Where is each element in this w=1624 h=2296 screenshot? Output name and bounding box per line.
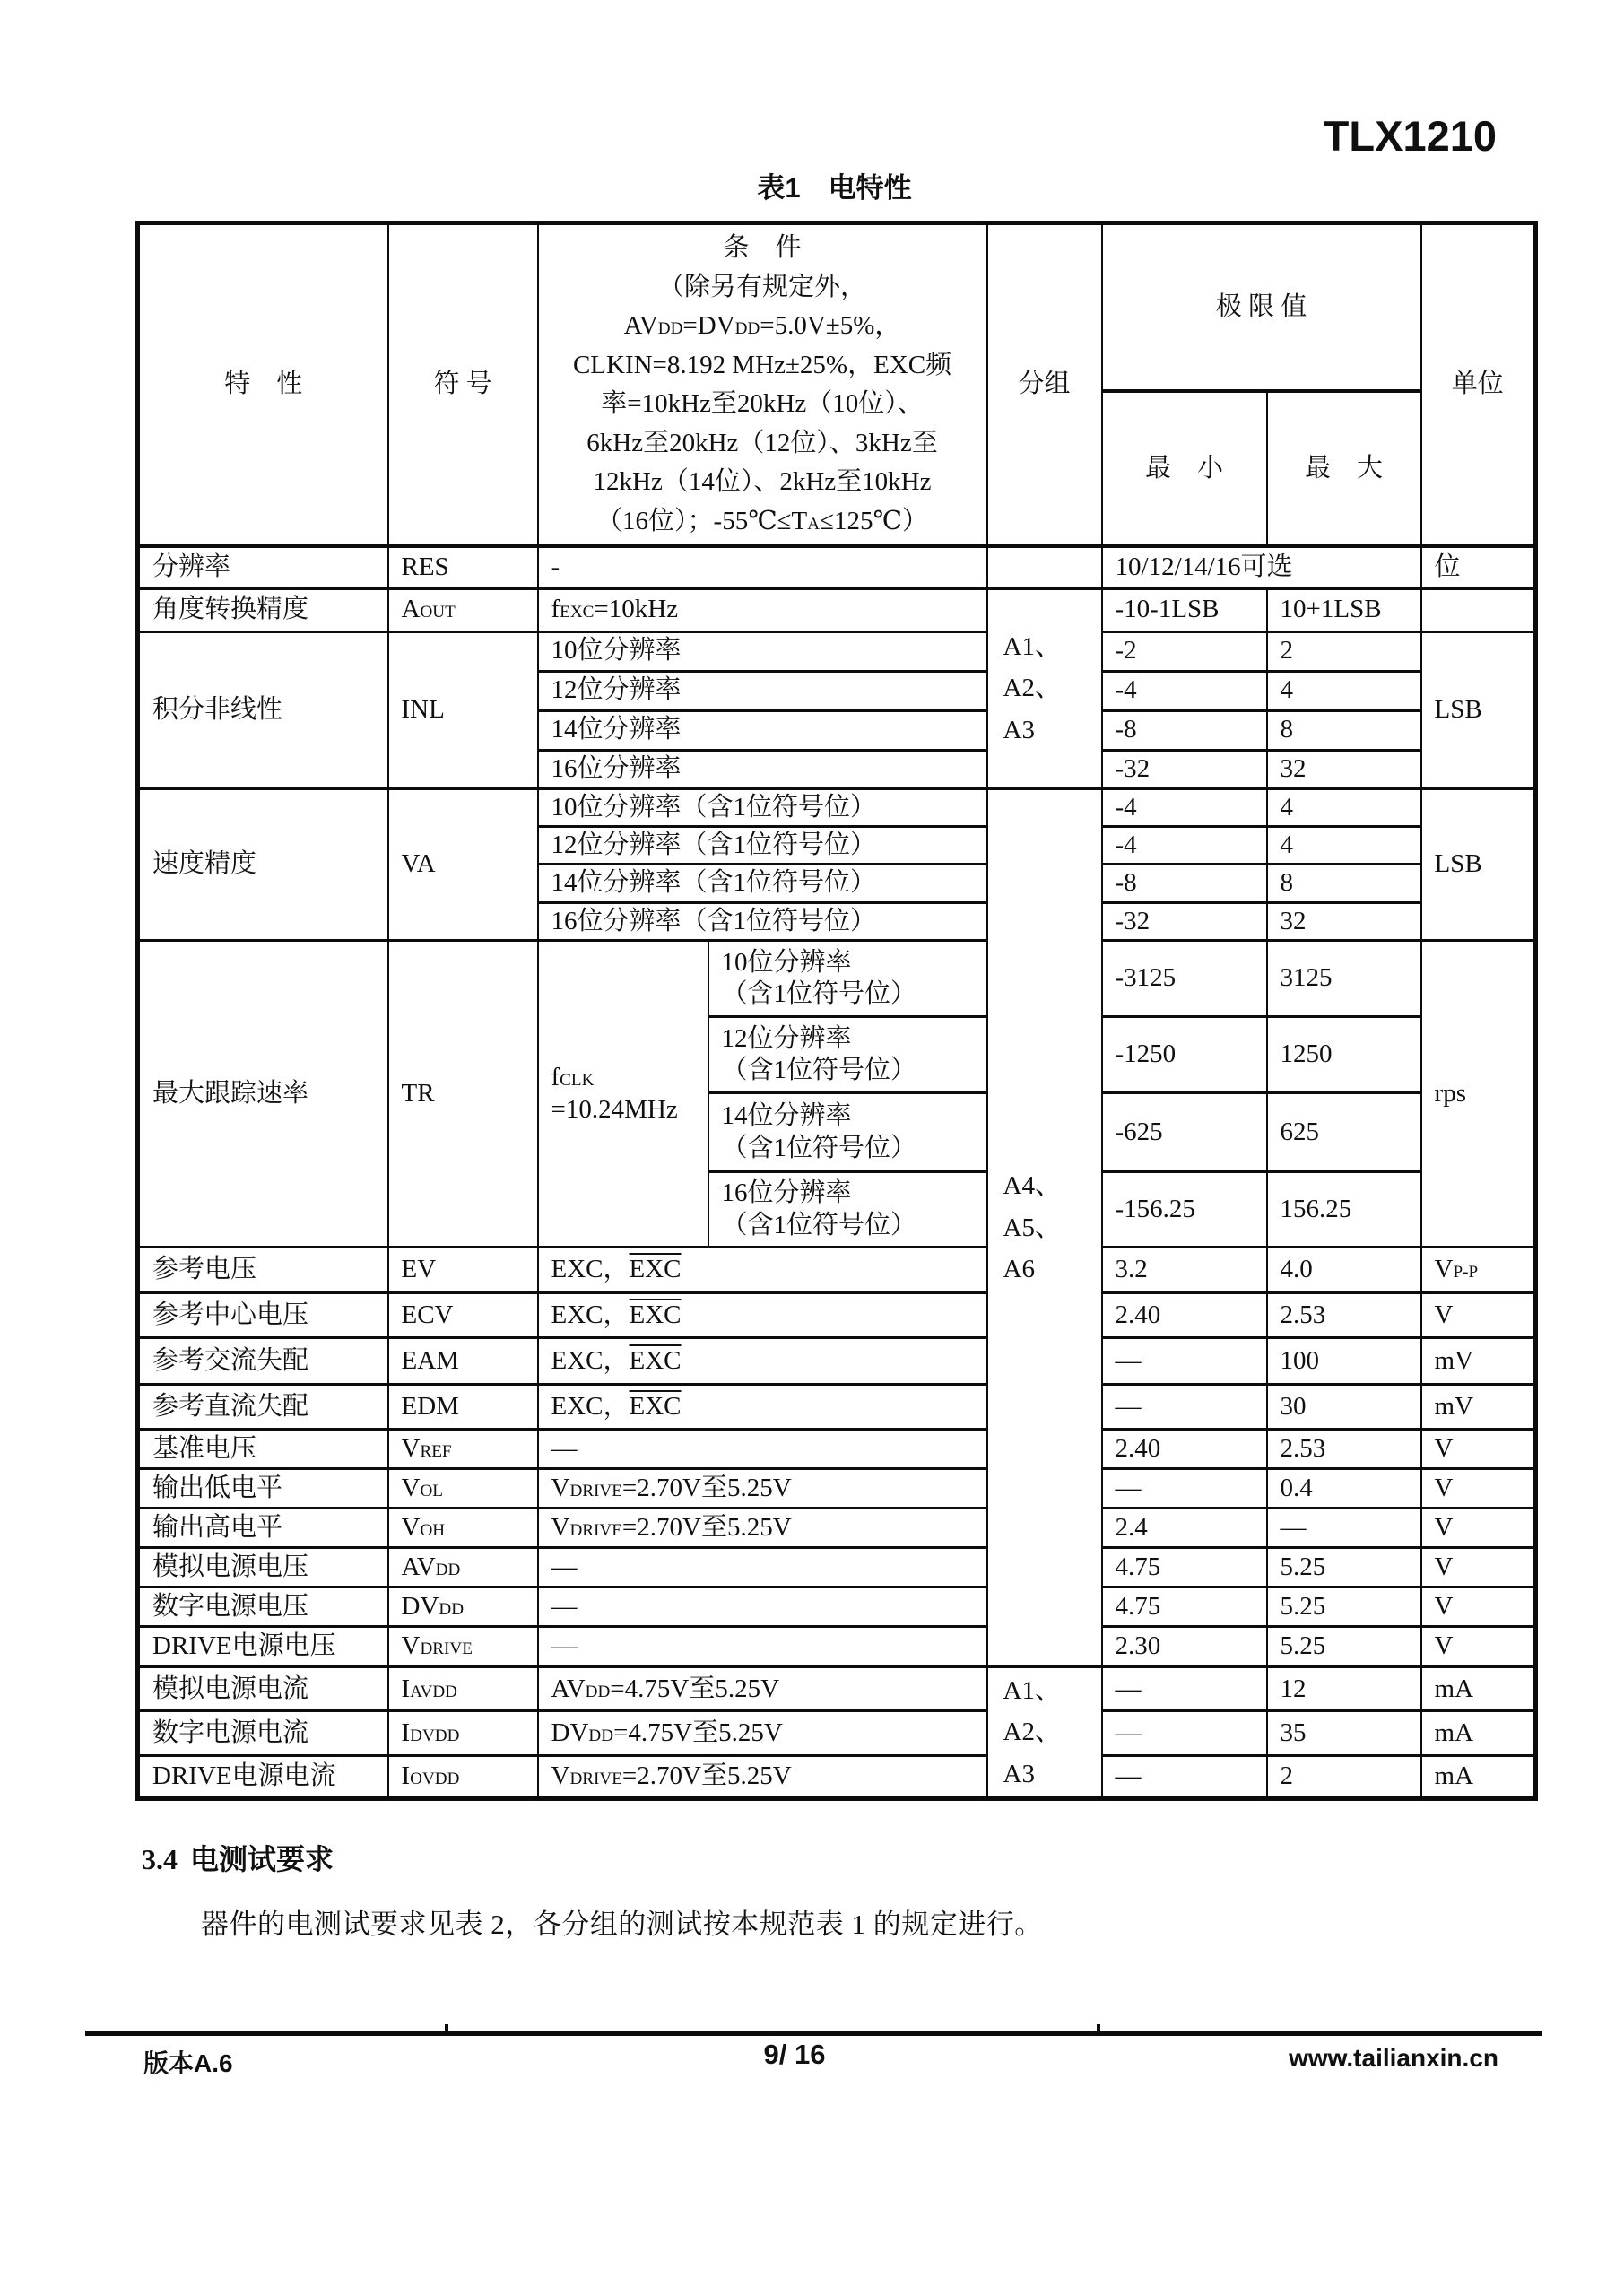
table-cell: 4 (1267, 671, 1421, 710)
table-cell: AVDD (388, 1548, 538, 1587)
table-cell: V (1421, 1430, 1536, 1469)
table-cell: mV (1421, 1385, 1536, 1430)
table-cell: -8 (1102, 710, 1267, 750)
table-cell: 最 小 (1102, 391, 1267, 546)
table-cell: 5.25 (1267, 1627, 1421, 1667)
table-cell: — (538, 1627, 987, 1667)
table-cell: 条 件 （除另有规定外， AVDD=DVDD=5.0V±5%， CLKIN=8.192 MHz±25%，EXC频 率=10kHz至20kHz（10位）、 6kHz至20kHz（12位）、3kHz至 12kHz（14位）、2kHz至10kHz （16位）；-55℃≤TA≤125℃） (538, 223, 987, 547)
table-cell: 最大跟踪速率 (138, 941, 388, 1248)
table-cell: 35 (1267, 1711, 1421, 1755)
subscript-text: DD (734, 319, 760, 338)
footer-rule (85, 2031, 1542, 2036)
table-cell: 8 (1267, 710, 1421, 750)
table-cell: 5.25 (1267, 1548, 1421, 1587)
table-header (138, 223, 1536, 547)
table-cell: 16位分辨率 (538, 750, 987, 788)
table-cell: VREF (388, 1430, 538, 1469)
table-cell: mV (1421, 1338, 1536, 1385)
table-row (138, 1338, 1536, 1385)
subscript-text: CLK (560, 1071, 595, 1091)
overline-text: $\overline{EXC}$ (629, 1345, 682, 1375)
table-cell: 参考电压 (138, 1248, 388, 1293)
table-cell: -10-1LSB (1102, 588, 1267, 631)
table-cell: 分组 (987, 223, 1102, 547)
subscript-text: DRIVE (569, 1481, 622, 1500)
footer-rule-tick (1097, 2024, 1100, 2031)
subscript-text: OH (420, 1520, 446, 1540)
subscript-text: AVDD (410, 1682, 457, 1701)
table-cell: mA (1421, 1711, 1536, 1755)
table-cell: 8 (1267, 865, 1421, 902)
table-cell: 32 (1267, 902, 1421, 940)
table-cell: -4 (1102, 671, 1267, 710)
table-cell: DVDD (388, 1587, 538, 1627)
table-row (138, 788, 1536, 826)
table-cell: LSB (1421, 788, 1536, 941)
electrical-characteristics-table (135, 221, 1538, 1801)
table-cell: VDRIVE=2.70V至5.25V (538, 1755, 987, 1798)
table-row (138, 1293, 1536, 1338)
table-cell: 10位分辨率 （含1位符号位） (708, 941, 987, 1017)
subscript-text: P-P (1453, 1263, 1479, 1283)
table-cell: TR (388, 941, 538, 1248)
table-cell: 模拟电源电压 (138, 1548, 388, 1587)
subscript-text: DD (585, 1682, 611, 1701)
table-cell: -32 (1102, 750, 1267, 788)
subscript-text: A (807, 514, 821, 534)
table-cell: 2 (1267, 631, 1421, 671)
table-cell: RES (388, 546, 538, 588)
table-cell: V (1421, 1627, 1536, 1667)
section-heading (142, 1837, 334, 1878)
table-cell: IOVDD (388, 1755, 538, 1798)
table-cell: 12位分辨率 （含1位符号位） (708, 1017, 987, 1093)
table-cell: -156.25 (1102, 1172, 1267, 1248)
table-cell: rps (1421, 941, 1536, 1248)
table-cell: 极 限 值 (1102, 223, 1421, 391)
subscript-text: DVDD (410, 1726, 460, 1745)
table-cell: 2.40 (1102, 1293, 1267, 1338)
table-cell: EV (388, 1248, 538, 1293)
table-cell: -2 (1102, 631, 1267, 671)
table-cell: DRIVE电源电流 (138, 1755, 388, 1798)
body-paragraph: 器件的电测试要求见表 2，各分组的测试按本规范表 1 的规定进行。 (201, 1909, 1043, 1940)
table-cell: 单位 (1421, 223, 1536, 547)
table-cell: — (538, 1430, 987, 1469)
doc-title: TLX1210 (1323, 112, 1497, 160)
table-cell: 角度转换精度 (138, 588, 388, 631)
table-cell: 参考交流失配 (138, 1338, 388, 1385)
table-cell: 30 (1267, 1385, 1421, 1430)
table-cell: 1250 (1267, 1017, 1421, 1093)
table-row (138, 1711, 1536, 1755)
table-cell: 积分非线性 (138, 631, 388, 788)
table-cell: 14位分辨率 （含1位符号位） (708, 1093, 987, 1172)
table-cell: 模拟电源电流 (138, 1667, 388, 1711)
subscript-text: EXC (560, 603, 595, 622)
table-row (138, 1469, 1536, 1509)
table-cell: VDRIVE=2.70V至5.25V (538, 1509, 987, 1548)
table-cell: DVDD=4.75V至5.25V (538, 1711, 987, 1755)
section-title: 电测试要求 (190, 1843, 334, 1875)
table-cell: 0.4 (1267, 1469, 1421, 1509)
table-cell: 10位分辨率 (538, 631, 987, 671)
footer-page-number: 9/ 16 (763, 2039, 826, 2070)
table-cell: EDM (388, 1385, 538, 1430)
table-cell: 输出低电平 (138, 1469, 388, 1509)
table-cell: 3125 (1267, 941, 1421, 1017)
overline-text: $\overline{EXC}$ (629, 1391, 682, 1421)
table-row (138, 1430, 1536, 1469)
table-cell: — (1102, 1711, 1267, 1755)
table-cell: 2.4 (1102, 1509, 1267, 1548)
table-cell: — (1267, 1509, 1421, 1548)
table-cell: V (1421, 1587, 1536, 1627)
table-cell: EAM (388, 1338, 538, 1385)
subscript-text: DRIVE (569, 1770, 622, 1789)
subscript-text: DD (588, 1726, 614, 1745)
table-cell: 2.40 (1102, 1430, 1267, 1469)
table-body (138, 546, 1536, 1799)
subscript-text: OUT (420, 603, 456, 622)
table-cell: 特 性 (138, 223, 388, 547)
overline-text: $\overline{EXC}$ (629, 1255, 682, 1284)
table-cell: — (1102, 1469, 1267, 1509)
table-cell: EXC，$\overline{EXC}$ (538, 1385, 987, 1430)
table-row (138, 941, 1536, 1017)
table-cell: 100 (1267, 1338, 1421, 1385)
table-cell: 参考中心电压 (138, 1293, 388, 1338)
table-caption: 表1 电特性 (757, 172, 912, 204)
table-cell: — (1102, 1385, 1267, 1430)
table-cell: 10+1LSB (1267, 588, 1421, 631)
table-cell: VOL (388, 1469, 538, 1509)
table-cell: 3.2 (1102, 1248, 1267, 1293)
table-cell: fCLK =10.24MHz (538, 941, 708, 1248)
table-cell: 4 (1267, 788, 1421, 826)
table-row (138, 1587, 1536, 1627)
subscript-text: DRIVE (569, 1520, 622, 1540)
table-cell: A4、 A5、 A6 (987, 788, 1102, 1667)
table-cell: AOUT (388, 588, 538, 631)
table-cell: — (1102, 1755, 1267, 1798)
table-cell: 10/12/14/16可选 (1102, 546, 1421, 588)
table-cell (1421, 588, 1536, 631)
table-cell: mA (1421, 1755, 1536, 1798)
subscript-text: REF (420, 1441, 452, 1461)
table-cell: - (538, 546, 987, 588)
subscript-text: DD (435, 1560, 461, 1579)
table-cell: 4.75 (1102, 1548, 1267, 1587)
table-cell: V (1421, 1469, 1536, 1509)
table-cell: 2 (1267, 1755, 1421, 1798)
table-cell: -4 (1102, 788, 1267, 826)
table-cell: 符 号 (388, 223, 538, 547)
table-cell: — (538, 1548, 987, 1587)
table-cell: 5.25 (1267, 1587, 1421, 1627)
table-cell: 数字电源电流 (138, 1711, 388, 1755)
footer-version: 版本A.6 (143, 2049, 233, 2077)
subscript-text: DRIVE (420, 1639, 473, 1659)
table-row (138, 1627, 1536, 1667)
footer-website: www.tailianxin.cn (1289, 2044, 1498, 2072)
table-cell: 2.30 (1102, 1627, 1267, 1667)
table-cell: — (1102, 1338, 1267, 1385)
table-cell: VOH (388, 1509, 538, 1548)
table-cell: ECV (388, 1293, 538, 1338)
table-cell: 156.25 (1267, 1172, 1421, 1248)
table-cell: 4 (1267, 826, 1421, 864)
table-cell: 16位分辨率 （含1位符号位） (708, 1172, 987, 1248)
section-number: 3.4 (142, 1843, 178, 1875)
table-cell: -8 (1102, 865, 1267, 902)
table-cell: EXC，$\overline{EXC}$ (538, 1248, 987, 1293)
table-cell: IAVDD (388, 1667, 538, 1711)
table-cell: 16位分辨率（含1位符号位） (538, 902, 987, 940)
table-cell: 4.75 (1102, 1587, 1267, 1627)
table-row (138, 1755, 1536, 1798)
table-cell: 分辨率 (138, 546, 388, 588)
subscript-text: DD (657, 319, 683, 338)
table-cell: — (1102, 1667, 1267, 1711)
table-cell: 2.53 (1267, 1430, 1421, 1469)
table-cell: 速度精度 (138, 788, 388, 941)
table-cell: 12位分辨率 (538, 671, 987, 710)
subscript-text: DD (439, 1599, 465, 1619)
table-cell: LSB (1421, 631, 1536, 788)
table-row (138, 223, 1536, 391)
table-cell: V (1421, 1509, 1536, 1548)
table-cell: 12 (1267, 1667, 1421, 1711)
table-cell: 625 (1267, 1093, 1421, 1172)
table-cell: VDRIVE=2.70V至5.25V (538, 1469, 987, 1509)
table-cell (987, 546, 1102, 588)
table-cell: 10位分辨率（含1位符号位） (538, 788, 987, 826)
table-row (138, 1385, 1536, 1430)
table-cell: DRIVE电源电压 (138, 1627, 388, 1667)
table-cell: -32 (1102, 902, 1267, 940)
overline-text: $\overline{EXC}$ (629, 1300, 682, 1329)
table-cell: fEXC=10kHz (538, 588, 987, 631)
table-cell: A1、 A2、 A3 (987, 588, 1102, 788)
table-cell: VP-P (1421, 1248, 1536, 1293)
table-cell: 数字电源电压 (138, 1587, 388, 1627)
table-cell: 最 大 (1267, 391, 1421, 546)
table-cell: 14位分辨率 (538, 710, 987, 750)
footer-rule-tick (445, 2024, 448, 2031)
table-row (138, 1548, 1536, 1587)
table-cell: -4 (1102, 826, 1267, 864)
table-cell: mA (1421, 1667, 1536, 1711)
table-cell: A1、 A2、 A3 (987, 1667, 1102, 1799)
table-cell: EXC，$\overline{EXC}$ (538, 1293, 987, 1338)
table-cell: — (538, 1587, 987, 1627)
table-cell: -3125 (1102, 941, 1267, 1017)
table-cell: -625 (1102, 1093, 1267, 1172)
table-cell: 基准电压 (138, 1430, 388, 1469)
table-cell: V (1421, 1548, 1536, 1587)
table-cell: 输出高电平 (138, 1509, 388, 1548)
subscript-text: OVDD (410, 1770, 460, 1789)
table-cell: VA (388, 788, 538, 941)
table-cell: -1250 (1102, 1017, 1267, 1093)
table-cell: 12位分辨率（含1位符号位） (538, 826, 987, 864)
table-row (138, 588, 1536, 631)
table-row (138, 1248, 1536, 1293)
subscript-text: OL (420, 1481, 443, 1500)
table-row (138, 1509, 1536, 1548)
table-cell: 14位分辨率（含1位符号位） (538, 865, 987, 902)
table-cell: AVDD=4.75V至5.25V (538, 1667, 987, 1711)
table-row (138, 1667, 1536, 1711)
table-cell: 参考直流失配 (138, 1385, 388, 1430)
table-cell: V (1421, 1293, 1536, 1338)
table-row (138, 631, 1536, 671)
table-cell: EXC，$\overline{EXC}$ (538, 1338, 987, 1385)
table-cell: INL (388, 631, 538, 788)
table-cell: VDRIVE (388, 1627, 538, 1667)
table-cell: 2.53 (1267, 1293, 1421, 1338)
table-cell: 4.0 (1267, 1248, 1421, 1293)
table-cell: IDVDD (388, 1711, 538, 1755)
table-cell: 位 (1421, 546, 1536, 588)
table-cell: 32 (1267, 750, 1421, 788)
table-row (138, 546, 1536, 588)
